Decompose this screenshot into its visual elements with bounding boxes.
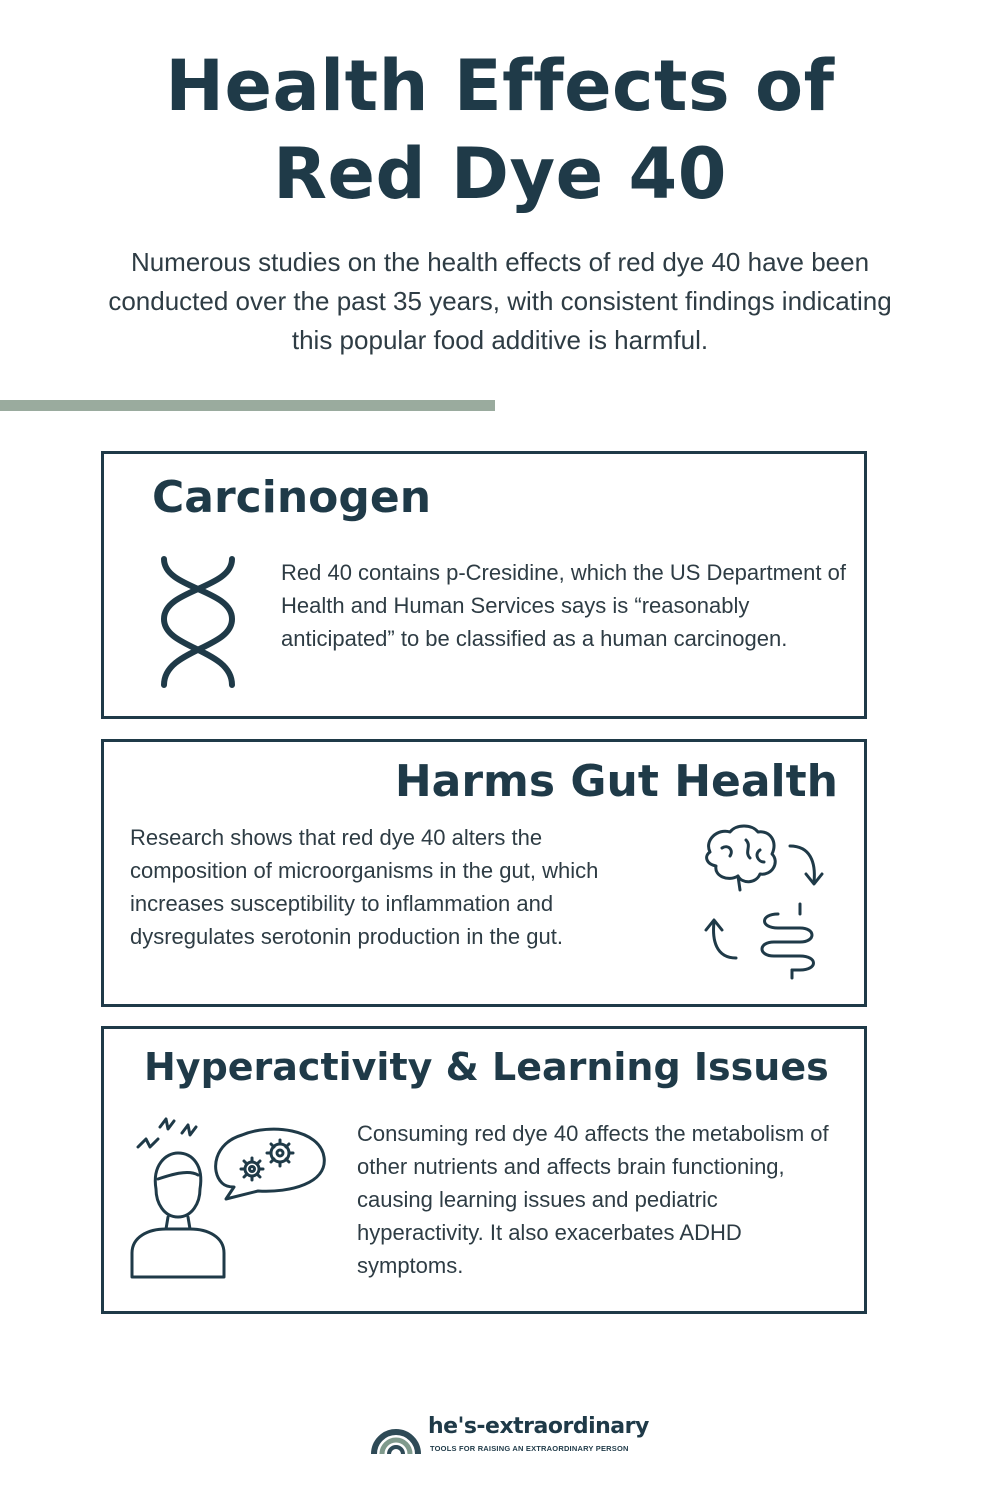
- rainbow-logo-icon: [370, 1416, 422, 1456]
- person-thinking-icon: [130, 1113, 330, 1283]
- footer-tagline: TOOLS FOR RAISING AN EXTRAORDINARY PERSON: [430, 1444, 629, 1453]
- card-heading-carcinogen: Carcinogen: [152, 472, 432, 523]
- title-line-1: Health Effects of: [165, 45, 835, 127]
- card-heading-hyperactivity: Hyperactivity & Learning Issues: [144, 1045, 829, 1089]
- card-heading-gut-health: Harms Gut Health: [394, 756, 838, 807]
- section-divider: [0, 400, 495, 411]
- card-gut-health: [101, 739, 867, 1007]
- brain-gut-axis-icon: [700, 822, 830, 982]
- title-line-2: Red Dye 40: [273, 133, 727, 215]
- page-title: [0, 42, 1000, 218]
- footer-brand-name: he's-extraordinary: [428, 1414, 649, 1439]
- card-body-carcinogen: Red 40 contains p-Cresidine, which the US Department of Health and Human Services says is “reasonably anticipated” to be classified as a human carcinogen.: [281, 560, 846, 651]
- card-hyperactivity: [101, 1026, 867, 1314]
- footer-logo: [370, 1412, 649, 1458]
- card-carcinogen: [101, 451, 867, 719]
- dna-strand-icon: [150, 549, 246, 695]
- card-body-hyperactivity: Consuming red dye 40 affects the metabolism of other nutrients and affects brain functioning, causing learning issues and pediatric hyperactivity. It also exacerbates ADHD symptoms.: [357, 1121, 829, 1278]
- card-body-gut-health: Research shows that red dye 40 alters the composition of microorganisms in the gut, which increases susceptibility to inflammation and dysregulates serotonin production in the gut.: [130, 825, 599, 949]
- intro-paragraph: Numerous studies on the health effects of red dye 40 have been conducted over the past 35 years, with consistent findings indicating this popular food additive is harmful.: [108, 247, 892, 355]
